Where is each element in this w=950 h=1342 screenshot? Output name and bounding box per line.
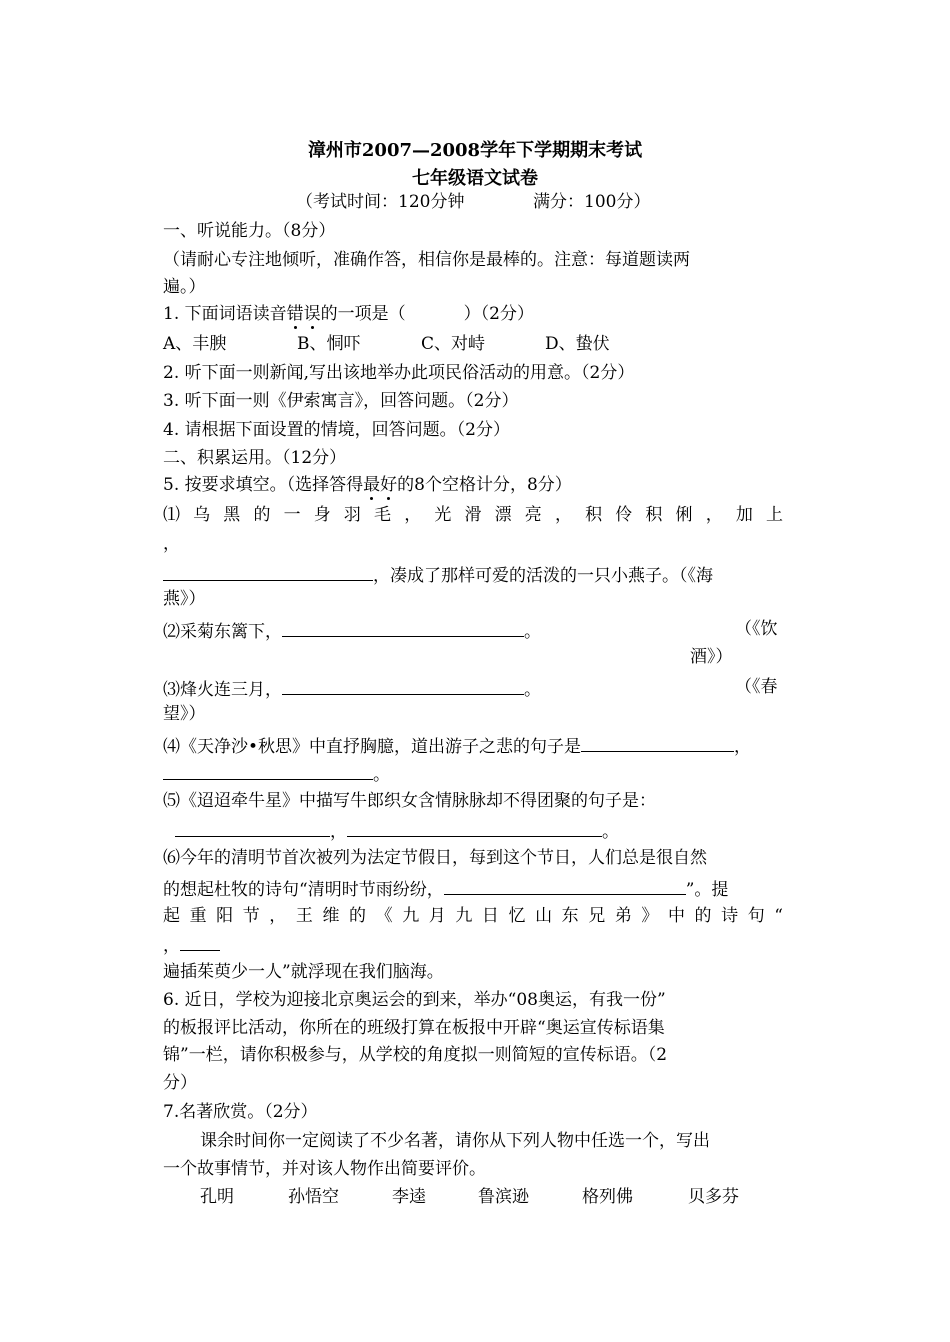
character-name[interactable]: 格列佛 bbox=[582, 1187, 633, 1207]
question-7-text: 课余时间你一定阅读了不少名著，请你从下列人物中任选一个，写出 bbox=[200, 1131, 710, 1151]
question-2: 2. 听下面一则新闻,写出该地举办此项民俗活动的用意。（2分） bbox=[163, 363, 635, 383]
poem-1-comma: ， bbox=[163, 534, 180, 554]
emphasis-dot: 错 bbox=[286, 304, 304, 324]
poem-4: ⑷《天净沙•秋思》中直抒胸臆，道出游子之悲的句子是 ， bbox=[163, 733, 751, 758]
character-name[interactable]: 鲁滨逊 bbox=[478, 1187, 529, 1207]
option-c[interactable]: C、对峙 bbox=[421, 334, 486, 354]
poem-6-line-2: 的想起杜牧的诗句“清明时节雨纷纷， ”。提 bbox=[163, 876, 728, 901]
emphasis-dot: 好 bbox=[380, 475, 398, 495]
option-d[interactable]: D、蛰伏 bbox=[545, 334, 610, 354]
question-6-line-4: 分） bbox=[163, 1073, 197, 1093]
question-6-line-3: 锦”一栏，请你积极参与，从学校的角度拟一则简短的宣传标语。（2 bbox=[163, 1045, 668, 1065]
poem-2: ⑵采菊东篱下， 。 bbox=[163, 618, 541, 643]
poem-1-line-2: ，凑成了那样可爱的活泼的一只小燕子。（《海 bbox=[163, 562, 713, 587]
option-a[interactable]: A、丰腴 bbox=[163, 334, 227, 354]
character-list bbox=[200, 1186, 739, 1208]
poem-1-source: 燕》） bbox=[163, 589, 206, 609]
exam-score: 满分：100分） bbox=[533, 192, 651, 212]
poem-6: ⑹今年的清明节首次被列为法定节假日，每到这个节日，人们总是很自然 bbox=[163, 848, 707, 868]
poem-4-cont: 。 bbox=[163, 761, 390, 786]
section-2-heading: 二、积累运用。（12分） bbox=[163, 448, 347, 468]
exam-subtitle: 七年级语文试卷 bbox=[412, 168, 538, 189]
question-1-options bbox=[163, 333, 610, 355]
fill-blank[interactable] bbox=[581, 733, 734, 752]
question-6-line-2: 的板报评比活动，你所在的班级打算在板报中开辟“奥运宣传标语集 bbox=[163, 1018, 665, 1038]
question-7-heading: 7.名著欣赏。（2分） bbox=[163, 1102, 318, 1122]
fill-blank[interactable] bbox=[282, 676, 524, 695]
character-name[interactable]: 孙悟空 bbox=[288, 1187, 339, 1207]
question-6: 6. 近日，学校为迎接北京奥运会的到来，举办“08奥运，有我一份” bbox=[163, 990, 666, 1010]
section-1-note: （请耐心专注地倾听，准确作答，相信你是最棒的。注意：每道题读两 bbox=[163, 250, 690, 270]
section-1-heading: 一、听说能力。（8分） bbox=[163, 221, 336, 241]
question-7-text-cont: 一个故事情节，并对该人物作出简要评价。 bbox=[163, 1159, 486, 1179]
option-b[interactable]: B、恫吓 bbox=[297, 334, 361, 354]
question-5: 5. 按要求填空。（选择答得最好的8个空格计分，8分） bbox=[163, 475, 572, 495]
fill-blank[interactable] bbox=[163, 761, 373, 780]
poem-3: ⑶烽火连三月， 。 bbox=[163, 676, 541, 701]
question-3: 3. 听下面一则《伊索寓言》，回答问题。（2分） bbox=[163, 391, 519, 411]
poem-1-line: ⑴乌黑的一身羽毛，光滑漂亮，积伶积俐，加上 bbox=[163, 505, 785, 525]
character-name[interactable]: 孔明 bbox=[200, 1187, 234, 1207]
question-1: 1. 下面词语读音错误的一项是（ ）（2分） bbox=[163, 304, 534, 324]
section-1-note-cont: 遍。） bbox=[163, 277, 206, 297]
poem-2-source-cont: 酒》） bbox=[690, 647, 733, 667]
character-name[interactable]: 贝多芬 bbox=[688, 1187, 739, 1207]
fill-blank[interactable] bbox=[444, 876, 686, 895]
poem-6-line-3: 起重阳节，王维的《九月九日忆山东兄弟》中的诗句“ bbox=[163, 906, 785, 926]
fill-blank[interactable] bbox=[347, 818, 602, 837]
exam-time: （考试时间：120分钟 bbox=[296, 192, 465, 212]
fill-blank[interactable] bbox=[282, 618, 524, 637]
poem-5: ⑸《迢迢牵牛星》中描写牛郎织女含情脉脉却不得团聚的句子是： bbox=[163, 791, 656, 811]
poem-5-blanks: ， 。 bbox=[175, 818, 619, 843]
question-4: 4. 请根据下面设置的情境，回答问题。（2分） bbox=[163, 420, 510, 440]
poem-6-line-5: 遍插茱萸少一人”就浮现在我们脑海。 bbox=[163, 962, 444, 982]
fill-blank[interactable] bbox=[163, 562, 373, 581]
emphasis-dot: 误 bbox=[303, 304, 321, 324]
exam-title: 漳州市2007—2008学年下学期期末考试 bbox=[307, 140, 643, 161]
character-name[interactable]: 李逵 bbox=[392, 1187, 426, 1207]
poem-2-source: （《饮 bbox=[735, 619, 778, 639]
fill-blank[interactable] bbox=[180, 932, 220, 951]
poem-3-source-cont: 望》） bbox=[163, 704, 206, 724]
poem-6-line-4: ， bbox=[163, 932, 220, 957]
poem-3-source: （《春 bbox=[735, 677, 778, 697]
fill-blank[interactable] bbox=[175, 818, 330, 837]
emphasis-dot: 最 bbox=[363, 475, 381, 495]
